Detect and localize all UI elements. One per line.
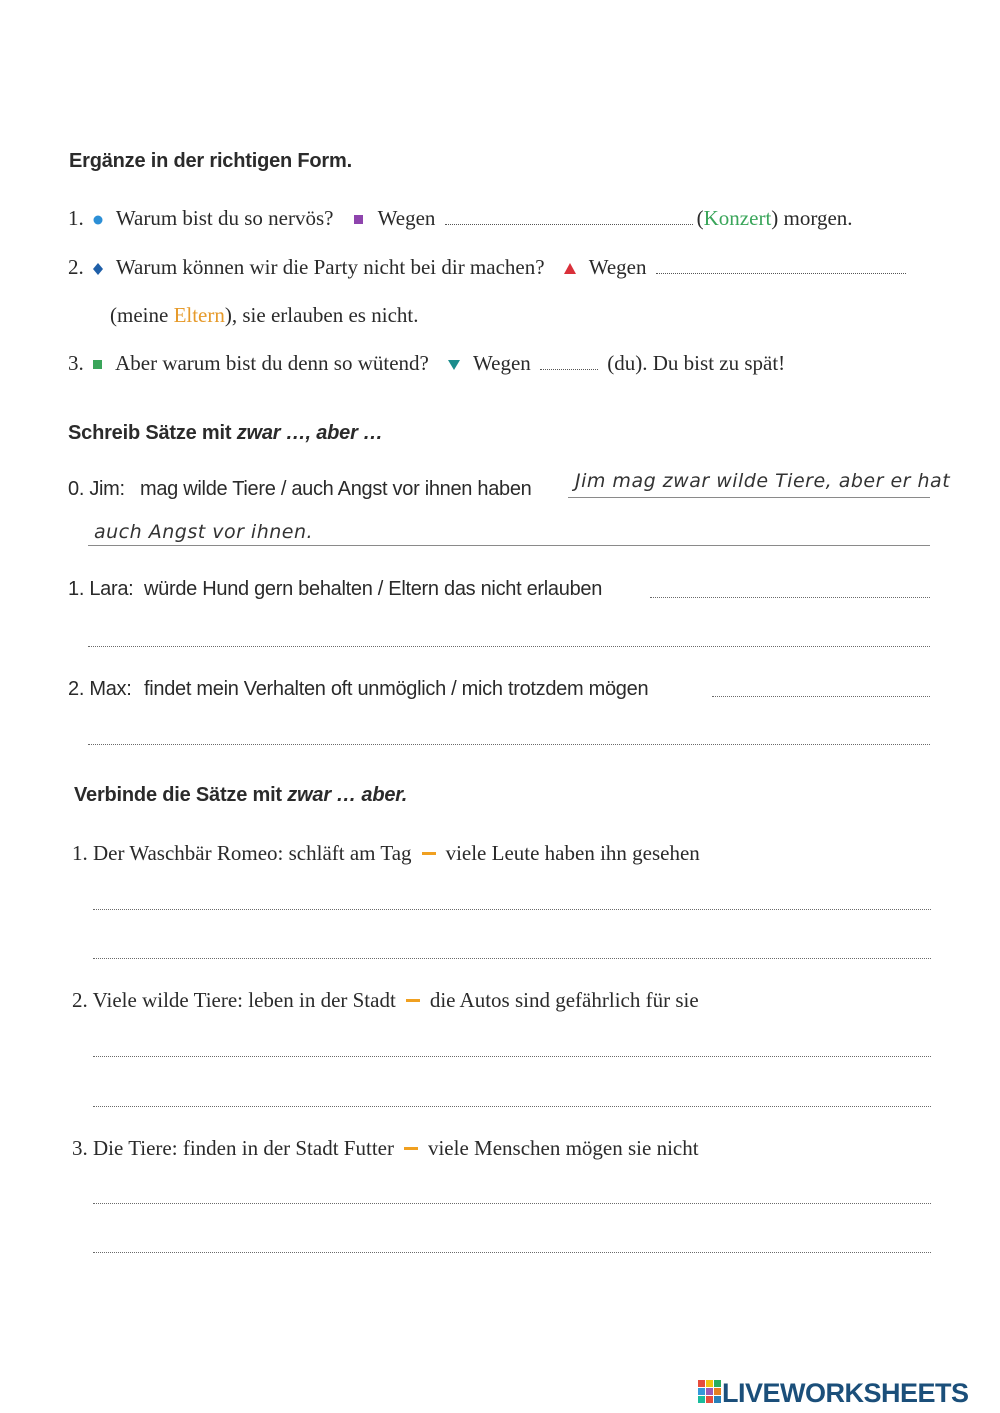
purple-square-icon — [353, 214, 365, 226]
blue-dot-icon — [93, 214, 103, 226]
orange-dash-icon — [422, 852, 436, 855]
answer-line[interactable] — [88, 646, 930, 647]
hint-word: Eltern — [173, 303, 225, 327]
orange-dash-icon — [404, 1147, 418, 1150]
teal-triangle-down-icon — [448, 359, 460, 371]
answer-line — [568, 497, 930, 498]
s3-item-2: 2. Viele wilde Tiere: leben in der Stadt die Autos sind gefährlich für sie — [72, 988, 699, 1012]
s2-example-handwriting-1: Jim mag zwar wilde Tiere, aber er hat — [575, 470, 951, 492]
answer-line[interactable] — [93, 1106, 931, 1107]
answer-line[interactable] — [93, 1252, 931, 1253]
answer-prefix: Wegen — [473, 351, 531, 375]
s2-example-handwriting-2: auch Angst vor ihnen. — [94, 521, 314, 543]
answer-blank[interactable] — [656, 255, 906, 274]
answer-line[interactable] — [93, 909, 931, 910]
s1-item1: 1. Warum bist du so nervös? Wegen (Konzert) morgen. — [68, 206, 853, 230]
question-text: Warum können wir die Party nicht bei dir machen? — [115, 255, 545, 279]
liveworksheets-grid-icon — [698, 1380, 722, 1410]
s2-example-label: 0. Jim: — [68, 478, 125, 500]
answer-prefix: Wegen — [377, 206, 436, 230]
answer-line[interactable] — [93, 958, 931, 959]
s2-ex1-label: 1. Lara: — [68, 578, 134, 600]
answer-blank[interactable] — [540, 351, 598, 370]
section1-title: Ergänze in der richtigen Form. — [69, 150, 352, 172]
orange-dash-icon — [406, 999, 420, 1002]
s2-ex2-prompt: findet mein Verhalten oft unmöglich / mich trotzdem mögen — [144, 678, 649, 700]
question-text: Aber warum bist du denn so wütend? — [115, 351, 429, 375]
s2-example-prompt: mag wilde Tiere / auch Angst vor ihnen haben — [140, 478, 532, 500]
s1-item2-continuation: (meine Eltern), sie erlauben es nicht. — [110, 303, 419, 327]
section2-title: Schreib Sätze mit zwar …, aber … — [68, 422, 383, 444]
s2-ex1-prompt: würde Hund gern behalten / Eltern das nicht erlauben — [144, 578, 603, 600]
liveworksheets-logo — [698, 1378, 969, 1410]
item-number: 1. — [68, 206, 84, 230]
red-triangle-icon — [564, 263, 576, 275]
answer-line[interactable] — [712, 696, 930, 697]
answer-line[interactable] — [93, 1203, 931, 1204]
section3-title: Verbinde die Sätze mit zwar … aber. — [74, 784, 408, 806]
item-number: 3. — [68, 351, 84, 375]
answer-blank[interactable] — [445, 206, 693, 225]
s3-item-1: 1. Der Waschbär Romeo: schläft am Tag viele Leute haben ihn gesehen — [72, 841, 700, 865]
s1-item2 — [68, 254, 906, 280]
answer-line[interactable] — [88, 744, 930, 745]
answer-line[interactable] — [93, 1056, 931, 1057]
item-number: 2. — [68, 255, 84, 279]
question-text: Warum bist du so nervös? — [115, 206, 334, 230]
logo-text: LIVEWORKSHEETS — [722, 1378, 969, 1408]
answer-line — [88, 545, 930, 546]
hint-word: Konzert — [703, 206, 772, 230]
s2-ex2-label: 2. Max: — [68, 678, 132, 700]
blue-diamond-icon — [93, 263, 103, 275]
answer-prefix: Wegen — [588, 255, 647, 279]
green-square-icon — [93, 359, 103, 371]
s1-item3: 3. Aber warum bist du denn so wütend? Wegen (du). Du bist zu spät! — [68, 351, 786, 375]
s3-item-3: 3. Die Tiere: finden in der Stadt Futter viele Menschen mögen sie nicht — [72, 1136, 699, 1160]
answer-line[interactable] — [650, 597, 930, 598]
